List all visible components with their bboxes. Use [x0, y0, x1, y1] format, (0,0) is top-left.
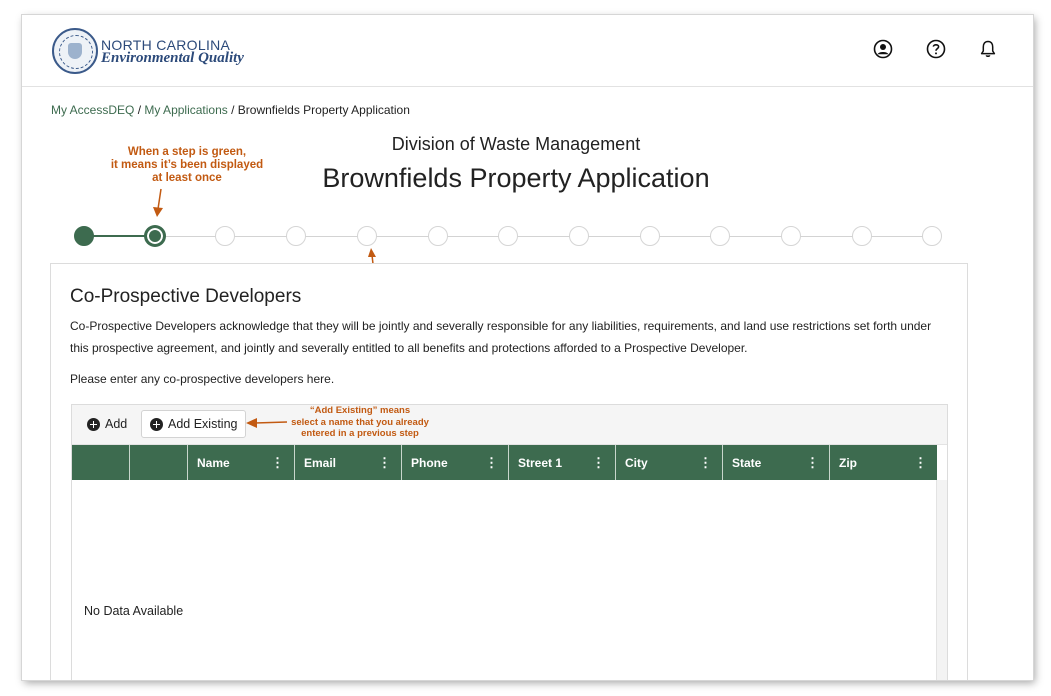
- page-title: Brownfields Property Application: [322, 163, 710, 193]
- column-menu-icon[interactable]: ⋮: [485, 454, 498, 470]
- step-10[interactable]: [710, 226, 730, 246]
- annotation-line: When a step is green,: [127, 146, 247, 158]
- grid-header-row: [72, 445, 937, 480]
- grid-toolbar: [72, 405, 947, 445]
- column-menu-icon[interactable]: ⋮: [271, 454, 284, 470]
- column-header-label: State: [732, 455, 762, 470]
- brand-line1: NORTH CAROLINA: [101, 37, 231, 53]
- add-existing-button[interactable]: [141, 410, 246, 438]
- column-header[interactable]: [402, 445, 509, 480]
- account-icon[interactable]: [873, 39, 893, 59]
- column-header[interactable]: [295, 445, 402, 480]
- step-11[interactable]: [781, 226, 801, 246]
- column-header[interactable]: [188, 445, 295, 480]
- column-header: [72, 445, 130, 480]
- step-2[interactable]: [145, 226, 165, 246]
- bell-icon[interactable]: [978, 39, 998, 59]
- column-header: [130, 445, 188, 480]
- grid-body: [72, 480, 937, 680]
- column-header[interactable]: [723, 445, 830, 480]
- annotation-step-green: [92, 146, 282, 185]
- site-header: [22, 15, 1033, 87]
- section-description: Co-Prospective Developers acknowledge that they will be jointly and severally responsible for any liabilities, requirements, and land use restrictions set forth under this prospective agreement, and jointly and severally entitled to all benefits and protections afforded to a Prospective Developer.: [70, 319, 932, 355]
- column-header[interactable]: [616, 445, 723, 480]
- step-5[interactable]: [357, 226, 377, 246]
- step-13[interactable]: [922, 226, 942, 246]
- empty-state-text: No Data Available: [84, 604, 184, 618]
- brand-line2: Environmental Quality: [101, 50, 244, 66]
- column-header-label: Phone: [411, 455, 448, 470]
- column-header-label: City: [625, 455, 648, 470]
- help-icon[interactable]: [926, 39, 946, 59]
- step-1[interactable]: [74, 226, 94, 246]
- step-6[interactable]: [428, 226, 448, 246]
- column-header-label: Name: [197, 455, 230, 470]
- column-header[interactable]: [830, 445, 937, 480]
- progress-stepper: [72, 224, 952, 250]
- column-menu-icon[interactable]: ⋮: [699, 454, 712, 470]
- app-window: [22, 15, 1033, 680]
- column-menu-icon[interactable]: ⋮: [914, 454, 927, 470]
- column-menu-icon[interactable]: ⋮: [806, 454, 819, 470]
- annotation-line: select a name that you already: [291, 416, 429, 428]
- annotation-line: “Add Existing” means: [309, 405, 411, 416]
- section-title: Co-Prospective Developers: [70, 286, 302, 307]
- section-prompt: Please enter any co-prospective developers here.: [70, 372, 335, 386]
- breadcrumb: [51, 103, 410, 117]
- annotation-line: entered in a previous step: [301, 428, 419, 439]
- add-button-label: Add: [105, 417, 128, 431]
- plus-circle-icon: [87, 418, 100, 431]
- add-existing-button-label: Add Existing: [168, 417, 238, 431]
- add-button[interactable]: [78, 410, 136, 438]
- breadcrumb-separator: /: [231, 103, 235, 117]
- annotation-add-existing: [280, 405, 440, 440]
- step-4[interactable]: [286, 226, 306, 246]
- step-12[interactable]: [852, 226, 872, 246]
- breadcrumb-my-applications[interactable]: My Applications: [144, 103, 228, 117]
- column-header-label: Street 1: [518, 455, 563, 470]
- column-menu-icon[interactable]: ⋮: [592, 454, 605, 470]
- breadcrumb-current: Brownfields Property Application: [237, 103, 410, 117]
- annotation-arrow-down: [152, 187, 168, 219]
- annotation-line: at least once: [152, 172, 222, 184]
- annotation-line: it means it’s been displayed: [110, 159, 264, 171]
- column-header-label: Zip: [839, 455, 857, 470]
- step-3[interactable]: [215, 226, 235, 246]
- step-7[interactable]: [498, 226, 518, 246]
- step-9[interactable]: [640, 226, 660, 246]
- breadcrumb-my-accessdeq[interactable]: My AccessDEQ: [51, 103, 135, 117]
- breadcrumb-separator: /: [137, 103, 142, 117]
- step-8[interactable]: [569, 226, 589, 246]
- co-prospective-developers-card: [50, 263, 968, 680]
- grid-vertical-scrollbar[interactable]: [937, 480, 947, 680]
- division-name: Division of Waste Management: [391, 134, 641, 154]
- column-header-label: Email: [304, 455, 337, 470]
- column-menu-icon[interactable]: ⋮: [378, 454, 391, 470]
- column-header[interactable]: [509, 445, 616, 480]
- developers-grid: [71, 404, 948, 680]
- plus-circle-icon: [150, 418, 163, 431]
- nc-seal-logo: [52, 28, 98, 74]
